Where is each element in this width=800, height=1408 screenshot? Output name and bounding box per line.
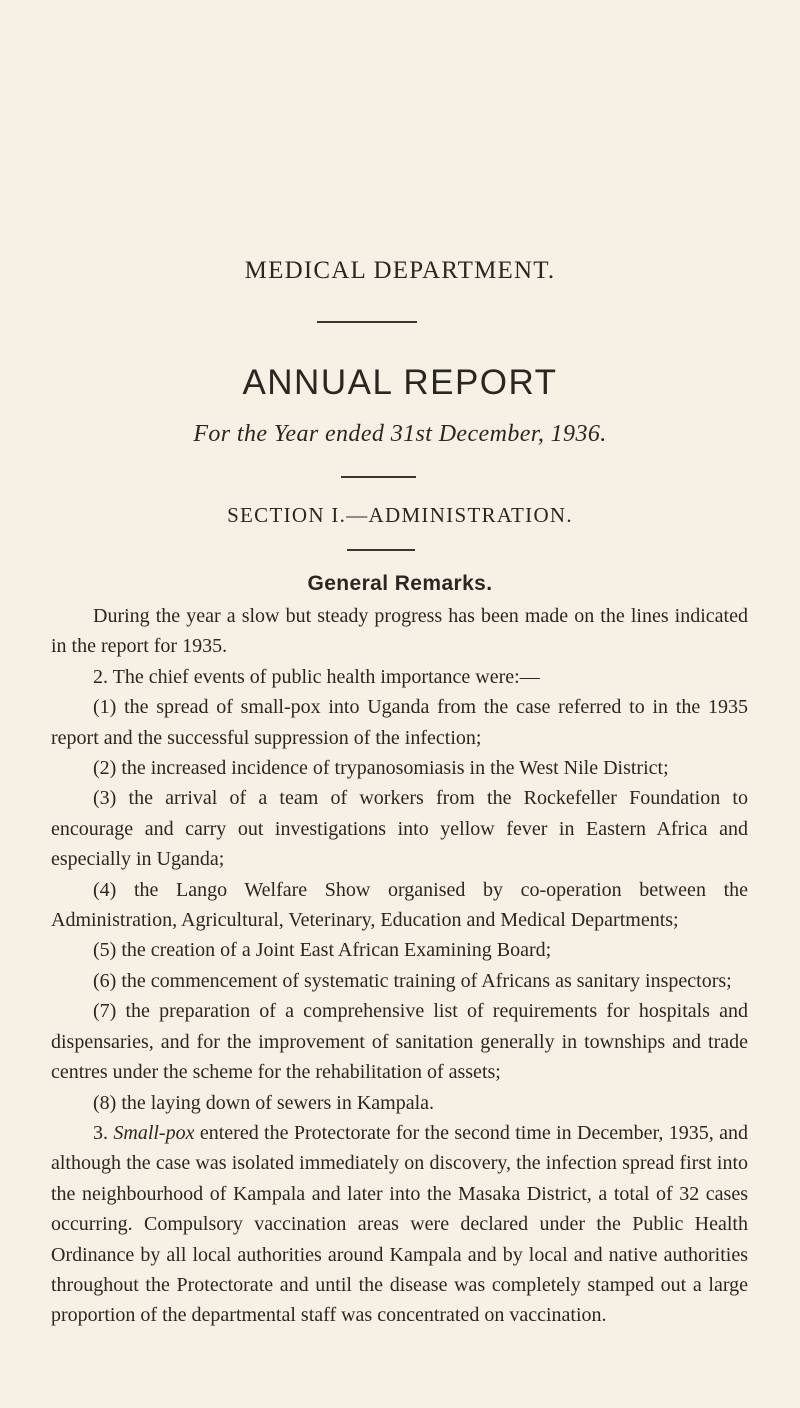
department-title: MEDICAL DEPARTMENT. [244,257,556,284]
list-item: (5) the creation of a Joint East African Examining Board; [93,939,552,962]
list-item: (1) the spread of small-pox into Uganda from the case referred to in the 1935 report and the successful suppression of the infection; [51,696,748,749]
divider-rule [347,549,415,551]
paragraph-text: entered the Protectorate for the second time in December, 1935, and although the case was isolated immediately on discovery, the infection spread first into the neighbourhood of Kampala and later into the Masaka District, a total of 32 cases occurring. Compulsory vaccination areas were declared under the Public Health Ordinance by all local authorities around Kampala and by local and native authorities throughout the Protectorate and until the disease was completely stamped out a large proportion of the departmental staff was concentrated on vaccination. [51,1121,749,1327]
paragraph: During the year a slow but steady progress has been made on the lines indicated in the report for 1935. [51,605,748,658]
list-item: (6) the commencement of systematic training of Africans as sanitary inspectors; [93,969,732,992]
report-title: ANNUAL REPORT [242,363,558,402]
general-remarks-heading: General Remarks. [307,572,493,595]
emphasis-term: Small-pox [113,1121,195,1144]
list-item: (7) the preparation of a comprehensive list of requirements for hospitals and dispensaries, and for the improvement of sanitation generally in townships and trade centres under the scheme for the rehabilitation of assets; [51,1000,748,1084]
section-heading: SECTION I.—ADMINISTRATION. [227,503,573,527]
paragraph: 2. The chief events of public health importance were:— [93,665,540,688]
paragraph-number: 3. [93,1121,108,1144]
report-subtitle: For the Year ended 31st December, 1936. [193,421,607,447]
divider-rule [317,321,417,323]
paragraph [51,1118,748,1331]
list-item: (3) the arrival of a team of workers from the Rockefeller Foundation to encourage and carry out investigations into yellow fever in Eastern Africa and especially in Uganda; [51,787,748,871]
list-item: (4) the Lango Welfare Show organised by co-operation between the Administration, Agricultural, Veterinary, Education and Medical Departments; [51,878,748,932]
list-item: (8) the laying down of sewers in Kampala. [93,1091,435,1114]
list-item: (2) the increased incidence of trypanosomiasis in the West Nile District; [93,757,669,780]
divider-rule [341,476,416,478]
body-text [51,601,748,1331]
